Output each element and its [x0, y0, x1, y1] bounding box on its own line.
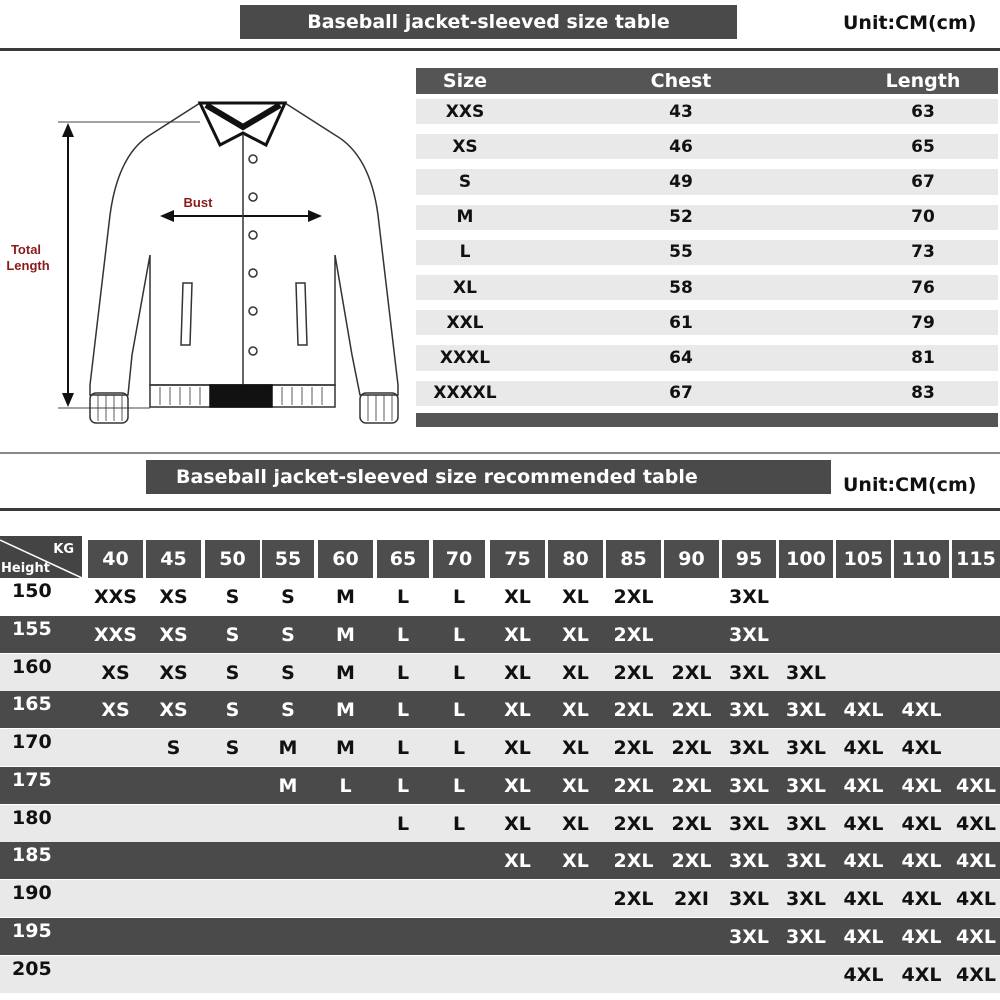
size-recommendation-cell: XL	[504, 775, 531, 797]
cell-length: 65	[911, 136, 935, 157]
size-recommendation-cell: L	[452, 586, 466, 608]
corner-cell	[0, 536, 82, 578]
size-recommendation-cell: 4XL	[956, 813, 996, 835]
size-table-row	[416, 200, 998, 235]
kg-header-cell: 100	[779, 540, 833, 578]
height-value: 180	[12, 807, 52, 829]
size-recommendation-cell: 4XL	[843, 813, 884, 835]
corner-height: Height	[1, 561, 50, 576]
rec-table-row	[0, 880, 1000, 917]
cell-size: M	[456, 207, 474, 228]
size-recommendation-cell: 3XL	[729, 662, 769, 684]
size-recommendation-cell: 4XL	[901, 926, 942, 948]
size-recommendation-cell: L	[396, 586, 410, 608]
size-recommendation-cell: 4XL	[843, 926, 884, 948]
size-recommendation-cell: 3XL	[729, 813, 769, 835]
jacket-diagram	[0, 55, 415, 475]
size-recommendation-cell: 3XL	[729, 699, 769, 721]
size-recommendation-cell: M	[336, 699, 355, 721]
size-recommendation-cell: L	[452, 699, 466, 721]
size-table-row	[416, 305, 998, 340]
size-recommendation-cell: XXS	[94, 586, 137, 608]
cell-length: 81	[911, 347, 935, 368]
size-recommendation-cell: S	[281, 586, 295, 608]
kg-header-cell: 80	[548, 540, 603, 578]
size-recommendation-cell: 4XL	[901, 888, 942, 910]
size-recommendation-cell: 2XL	[671, 699, 712, 721]
size-table-footer-bar	[416, 413, 998, 427]
cell-size: XXXXL	[433, 383, 497, 404]
kg-header-cell: 90	[664, 540, 719, 578]
size-recommendation-cell: 4XL	[843, 888, 884, 910]
height-value: 190	[12, 882, 52, 904]
size-recommendation-cell: 3XL	[786, 699, 826, 721]
size-recommendation-cell: M	[336, 624, 355, 646]
size-recommendation-cell: S	[225, 699, 240, 721]
size-recommendation-cell: 2XL	[613, 737, 654, 759]
cell-chest: 55	[669, 242, 693, 263]
size-recommendation-cell: 3XL	[786, 775, 826, 797]
cell-size: XS	[452, 136, 478, 157]
size-recommendation-cell: L	[396, 624, 410, 646]
size-recommendation-cell: XL	[504, 737, 531, 759]
size-recommendation-cell: M	[278, 737, 298, 759]
size-table-row	[416, 94, 998, 129]
bust-label: Bust	[183, 195, 213, 210]
size-recommendation-cell: XL	[562, 775, 589, 797]
size-recommendation-cell: 3XL	[729, 926, 769, 948]
kg-header-cell: 70	[433, 540, 485, 578]
kg-header-row	[0, 536, 1000, 578]
size-table-row	[416, 129, 998, 164]
size-recommendation-cell: L	[396, 813, 410, 835]
cell-length: 73	[911, 242, 935, 263]
size-recommendation-cell: S	[281, 662, 295, 684]
height-value: 150	[12, 580, 52, 602]
kg-header-cell: 95	[722, 540, 776, 578]
size-recommendation-cell: S	[225, 586, 240, 608]
size-recommendation-cell: L	[452, 662, 466, 684]
size-table-unit: Unit:CM(cm)	[843, 12, 977, 34]
size-recommendation-cell: 4XL	[956, 926, 996, 948]
rec-table-row	[0, 691, 1000, 728]
size-recommendation-cell: 3XL	[729, 888, 769, 910]
rec-table-row	[0, 805, 1000, 842]
size-recommendation-cell: XL	[562, 850, 589, 872]
size-recommendation-cell: L	[452, 813, 466, 835]
cell-length: 63	[911, 101, 935, 122]
kg-header-cell: 55	[262, 540, 314, 578]
size-table-row	[416, 164, 998, 199]
size-recommendation-cell: L	[396, 737, 410, 759]
size-recommendation-cell: 4XL	[843, 775, 884, 797]
rec-table-row	[0, 654, 1000, 691]
size-table-row	[416, 270, 998, 305]
cell-size: XXXL	[439, 347, 491, 368]
height-value: 195	[12, 920, 52, 942]
size-recommendation-cell: S	[166, 737, 181, 759]
cell-chest: 52	[669, 207, 693, 228]
cell-chest: 64	[669, 347, 693, 368]
rec-table-row	[0, 842, 1000, 879]
size-recommendation-cell: XL	[504, 699, 531, 721]
kg-header-cell: 65	[377, 540, 429, 578]
size-table	[416, 68, 998, 427]
size-recommendation-cell: XL	[562, 813, 589, 835]
size-recommendation-cell: 4XL	[901, 737, 942, 759]
cell-chest: 61	[669, 312, 693, 333]
size-recommendation-cell: 3XL	[786, 737, 826, 759]
size-recommendation-cell: 2XL	[613, 813, 654, 835]
size-recommendation-cell: 3XL	[786, 888, 826, 910]
size-recommendation-cell: XS	[159, 624, 188, 646]
size-recommendation-cell: L	[396, 775, 410, 797]
size-recommendation-cell: 2XI	[674, 888, 709, 910]
size-table-row	[416, 340, 998, 375]
size-recommendation-cell: 4XL	[901, 964, 942, 986]
cell-size: XL	[453, 277, 477, 298]
size-recommendation-cell: XS	[101, 699, 130, 721]
size-recommendation-cell: 4XL	[843, 737, 884, 759]
size-recommendation-cell: L	[396, 662, 410, 684]
size-recommendation-cell: 2XL	[613, 586, 654, 608]
cell-length: 83	[911, 383, 935, 404]
total-length-label-2: Length	[6, 258, 50, 273]
size-recommendation-cell: 4XL	[843, 964, 884, 986]
height-value: 170	[12, 731, 52, 753]
size-recommendation-cell: 2XL	[613, 775, 654, 797]
rec-table-row	[0, 616, 1000, 653]
rec-table	[0, 536, 1000, 986]
size-recommendation-cell: 3XL	[729, 624, 769, 646]
kg-header-cell: 75	[490, 540, 545, 578]
kg-header-cell: 50	[205, 540, 260, 578]
rec-table-row	[0, 956, 1000, 993]
cell-size: S	[458, 171, 472, 192]
size-recommendation-cell: L	[339, 775, 352, 797]
size-recommendation-cell: XL	[504, 850, 531, 872]
size-recommendation-cell: L	[452, 775, 466, 797]
size-recommendation-cell: 4XL	[901, 813, 942, 835]
size-recommendation-cell: XXS	[94, 624, 137, 646]
rec-table-row	[0, 578, 1000, 615]
size-recommendation-cell: M	[336, 586, 355, 608]
cell-size: L	[459, 242, 471, 263]
size-recommendation-cell: XL	[562, 624, 589, 646]
size-recommendation-cell: 3XL	[786, 662, 826, 684]
kg-header-cell: 40	[88, 540, 143, 578]
size-recommendation-cell: M	[336, 662, 355, 684]
size-recommendation-cell: S	[281, 624, 295, 646]
size-recommendation-cell: 2XL	[613, 624, 654, 646]
height-value: 205	[12, 958, 52, 980]
size-recommendation-cell: XL	[504, 624, 531, 646]
size-recommendation-cell: 3XL	[786, 813, 826, 835]
kg-header-cell: 110	[894, 540, 949, 578]
cell-chest: 46	[669, 136, 693, 157]
size-recommendation-cell: 4XL	[843, 850, 884, 872]
height-value: 160	[12, 656, 52, 678]
size-recommendation-cell: L	[452, 737, 466, 759]
size-recommendation-cell: S	[225, 624, 240, 646]
size-recommendation-cell: 3XL	[786, 850, 826, 872]
size-recommendation-cell: XL	[562, 662, 589, 684]
cell-size: XXL	[446, 312, 484, 333]
cell-length: 76	[911, 277, 935, 298]
rec-table-unit: Unit:CM(cm)	[843, 474, 977, 496]
cell-chest: 43	[669, 101, 693, 122]
size-recommendation-cell: M	[278, 775, 298, 797]
size-recommendation-cell: 3XL	[729, 737, 769, 759]
size-recommendation-cell: M	[336, 737, 355, 759]
size-recommendation-cell: S	[225, 737, 240, 759]
size-recommendation-cell: 2XL	[671, 813, 712, 835]
size-recommendation-cell: XL	[504, 662, 531, 684]
height-value: 175	[12, 769, 52, 791]
size-recommendation-cell: 4XL	[901, 850, 942, 872]
rec-table-title	[146, 460, 831, 494]
size-recommendation-cell: XS	[101, 662, 130, 684]
size-recommendation-cell: L	[396, 699, 410, 721]
cell-chest: 67	[669, 383, 693, 404]
header-chest: Chest	[650, 70, 712, 92]
size-recommendation-cell: 3XL	[729, 586, 769, 608]
size-recommendation-cell: XL	[504, 586, 531, 608]
height-value: 155	[12, 618, 52, 640]
size-recommendation-cell: XS	[159, 662, 188, 684]
size-recommendation-cell: 4XL	[901, 699, 942, 721]
cell-length: 79	[911, 312, 935, 333]
kg-header-cell: 60	[318, 540, 373, 578]
size-table-row	[416, 376, 998, 411]
size-recommendation-cell: XL	[562, 737, 589, 759]
cell-length: 70	[911, 207, 935, 228]
size-recommendation-cell: L	[452, 624, 466, 646]
corner-kg: KG	[53, 542, 74, 557]
size-recommendation-cell: 4XL	[843, 699, 884, 721]
size-recommendation-cell: 2XL	[613, 699, 654, 721]
size-recommendation-cell: 4XL	[901, 775, 942, 797]
rec-table-row	[0, 729, 1000, 766]
size-recommendation-cell: S	[225, 662, 240, 684]
cell-length: 67	[911, 171, 935, 192]
size-recommendation-cell: 3XL	[786, 926, 826, 948]
size-recommendation-cell: 4XL	[956, 964, 996, 986]
size-recommendation-cell: 4XL	[956, 850, 996, 872]
height-value: 165	[12, 693, 52, 715]
size-table-row	[416, 235, 998, 270]
kg-header-cell: 85	[606, 540, 661, 578]
total-length-label-1: Total	[10, 242, 42, 257]
header-size: Size	[442, 70, 488, 92]
rec-divider	[0, 508, 1000, 511]
size-recommendation-cell: 2XL	[613, 850, 654, 872]
size-recommendation-cell: 2XL	[671, 775, 712, 797]
size-recommendation-cell: XL	[562, 699, 589, 721]
size-recommendation-cell: XS	[159, 699, 188, 721]
size-recommendation-cell: XS	[159, 586, 188, 608]
kg-header-cell: 105	[836, 540, 891, 578]
rec-table-row	[0, 767, 1000, 804]
rec-table-title-text: Baseball jacket-sleeved size recommended table	[176, 466, 698, 488]
size-recommendation-cell: 2XL	[671, 850, 712, 872]
kg-header-cell: 45	[146, 540, 201, 578]
size-recommendation-cell: 4XL	[956, 775, 996, 797]
cell-size: XXS	[445, 101, 485, 122]
size-recommendation-cell: 3XL	[729, 775, 769, 797]
size-recommendation-cell: S	[281, 699, 295, 721]
size-recommendation-cell: 4XL	[956, 888, 996, 910]
header-length: Length	[885, 70, 961, 92]
size-recommendation-cell: 2XL	[613, 662, 654, 684]
size-recommendation-cell: 3XL	[729, 850, 769, 872]
size-table-header	[416, 68, 998, 94]
middle-divider	[0, 452, 1000, 454]
rec-table-row	[0, 918, 1000, 955]
cell-chest: 58	[669, 277, 693, 298]
size-recommendation-cell: 2XL	[613, 888, 654, 910]
height-value: 185	[12, 844, 52, 866]
kg-header-cell: 115	[952, 540, 1000, 578]
size-table-title	[240, 5, 737, 39]
top-divider	[0, 48, 1000, 51]
size-recommendation-cell: 2XL	[671, 662, 712, 684]
cell-chest: 49	[669, 171, 693, 192]
size-recommendation-cell: 2XL	[671, 737, 712, 759]
size-recommendation-cell: XL	[562, 586, 589, 608]
size-table-title-text: Baseball jacket-sleeved size table	[307, 11, 670, 33]
size-recommendation-cell: XL	[504, 813, 531, 835]
